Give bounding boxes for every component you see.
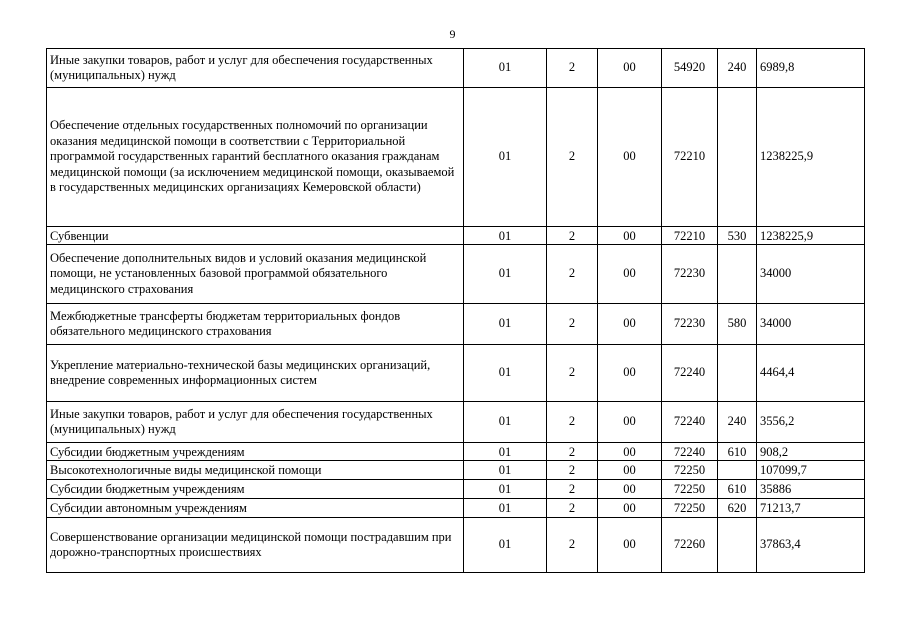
row-type: 610 bbox=[718, 443, 757, 461]
row-direction: 72240 bbox=[662, 345, 718, 402]
row-section: 01 bbox=[464, 402, 547, 443]
row-direction: 72210 bbox=[662, 88, 718, 227]
row-program: 00 bbox=[598, 461, 662, 480]
row-subsection: 2 bbox=[547, 518, 598, 573]
row-direction: 72230 bbox=[662, 245, 718, 304]
row-section: 01 bbox=[464, 480, 547, 499]
row-subsection: 2 bbox=[547, 245, 598, 304]
row-subsection: 2 bbox=[547, 304, 598, 345]
row-type bbox=[718, 518, 757, 573]
row-direction: 72230 bbox=[662, 304, 718, 345]
row-program: 00 bbox=[598, 245, 662, 304]
row-subsection: 2 bbox=[547, 480, 598, 499]
row-direction: 72240 bbox=[662, 443, 718, 461]
table-row bbox=[47, 443, 865, 461]
row-sum: 107099,7 bbox=[757, 461, 865, 480]
table-row bbox=[47, 480, 865, 499]
row-type: 530 bbox=[718, 227, 757, 245]
table-row bbox=[47, 49, 865, 88]
row-section: 01 bbox=[464, 518, 547, 573]
row-type: 620 bbox=[718, 499, 757, 518]
row-section: 01 bbox=[464, 49, 547, 88]
row-sum: 34000 bbox=[757, 304, 865, 345]
table-row bbox=[47, 245, 865, 304]
row-sum: 4464,4 bbox=[757, 345, 865, 402]
row-type: 240 bbox=[718, 402, 757, 443]
table-row bbox=[47, 345, 865, 402]
row-program: 00 bbox=[598, 49, 662, 88]
row-sum: 35886 bbox=[757, 480, 865, 499]
row-name: Субсидии бюджетным учреждениям bbox=[47, 480, 464, 499]
table-row bbox=[47, 499, 865, 518]
row-direction: 54920 bbox=[662, 49, 718, 88]
table-row bbox=[47, 227, 865, 245]
budget-table-body bbox=[47, 49, 865, 573]
table-row bbox=[47, 304, 865, 345]
row-type: 610 bbox=[718, 480, 757, 499]
row-name: Субсидии бюджетным учреждениям bbox=[47, 443, 464, 461]
row-name: Высокотехнологичные виды медицинской помощи bbox=[47, 461, 464, 480]
row-sum: 1238225,9 bbox=[757, 227, 865, 245]
row-direction: 72240 bbox=[662, 402, 718, 443]
row-name: Укрепление материально-технической базы медицинских организаций, внедрение современных информационных систем bbox=[47, 345, 464, 402]
row-name: Субвенции bbox=[47, 227, 464, 245]
row-section: 01 bbox=[464, 443, 547, 461]
row-subsection: 2 bbox=[547, 499, 598, 518]
budget-table bbox=[46, 48, 865, 573]
row-section: 01 bbox=[464, 245, 547, 304]
row-type bbox=[718, 245, 757, 304]
row-name: Обеспечение дополнительных видов и условий оказания медицинской помощи, не установленных базовой программой обязательного медицинского страхования bbox=[47, 245, 464, 304]
row-sum: 908,2 bbox=[757, 443, 865, 461]
row-program: 00 bbox=[598, 499, 662, 518]
row-sum: 6989,8 bbox=[757, 49, 865, 88]
table-row bbox=[47, 88, 865, 227]
row-type: 240 bbox=[718, 49, 757, 88]
row-program: 00 bbox=[598, 227, 662, 245]
row-program: 00 bbox=[598, 480, 662, 499]
row-program: 00 bbox=[598, 88, 662, 227]
row-program: 00 bbox=[598, 304, 662, 345]
row-sum: 71213,7 bbox=[757, 499, 865, 518]
row-subsection: 2 bbox=[547, 461, 598, 480]
row-program: 00 bbox=[598, 443, 662, 461]
row-subsection: 2 bbox=[547, 402, 598, 443]
row-name: Межбюджетные трансферты бюджетам территориальных фондов обязательного медицинского страхования bbox=[47, 304, 464, 345]
row-subsection: 2 bbox=[547, 227, 598, 245]
row-direction: 72250 bbox=[662, 499, 718, 518]
table-row bbox=[47, 518, 865, 573]
page-number: 9 bbox=[449, 27, 456, 41]
row-name: Совершенствование организации медицинской помощи пострадавшим при дорожно-транспортных происшествиях bbox=[47, 518, 464, 573]
row-type bbox=[718, 345, 757, 402]
row-section: 01 bbox=[464, 88, 547, 227]
table-row bbox=[47, 461, 865, 480]
row-subsection: 2 bbox=[547, 49, 598, 88]
row-section: 01 bbox=[464, 461, 547, 480]
table-row bbox=[47, 402, 865, 443]
row-sum: 1238225,9 bbox=[757, 88, 865, 227]
row-name: Обеспечение отдельных государственных полномочий по организации оказания медицинской помощи в соответствии с Территориальной программой государственных гарантий бесплатного оказания гражданам медицинской помощи (за исключением медицинской помощи, оказываемой в государственных медицинских организациях Кемеровской области) bbox=[47, 88, 464, 227]
row-sum: 34000 bbox=[757, 245, 865, 304]
row-subsection: 2 bbox=[547, 345, 598, 402]
row-sum: 37863,4 bbox=[757, 518, 865, 573]
row-direction: 72210 bbox=[662, 227, 718, 245]
row-program: 00 bbox=[598, 402, 662, 443]
row-sum: 3556,2 bbox=[757, 402, 865, 443]
row-type: 580 bbox=[718, 304, 757, 345]
row-subsection: 2 bbox=[547, 443, 598, 461]
row-subsection: 2 bbox=[547, 88, 598, 227]
row-program: 00 bbox=[598, 345, 662, 402]
row-direction: 72260 bbox=[662, 518, 718, 573]
row-program: 00 bbox=[598, 518, 662, 573]
row-type bbox=[718, 461, 757, 480]
row-section: 01 bbox=[464, 345, 547, 402]
row-type bbox=[718, 88, 757, 227]
row-name: Иные закупки товаров, работ и услуг для обеспечения государственных (муниципальных) нужд bbox=[47, 402, 464, 443]
row-name: Субсидии автономным учреждениям bbox=[47, 499, 464, 518]
row-section: 01 bbox=[464, 304, 547, 345]
row-name: Иные закупки товаров, работ и услуг для обеспечения государственных (муниципальных) нужд bbox=[47, 49, 464, 88]
row-section: 01 bbox=[464, 499, 547, 518]
row-direction: 72250 bbox=[662, 480, 718, 499]
row-direction: 72250 bbox=[662, 461, 718, 480]
row-section: 01 bbox=[464, 227, 547, 245]
